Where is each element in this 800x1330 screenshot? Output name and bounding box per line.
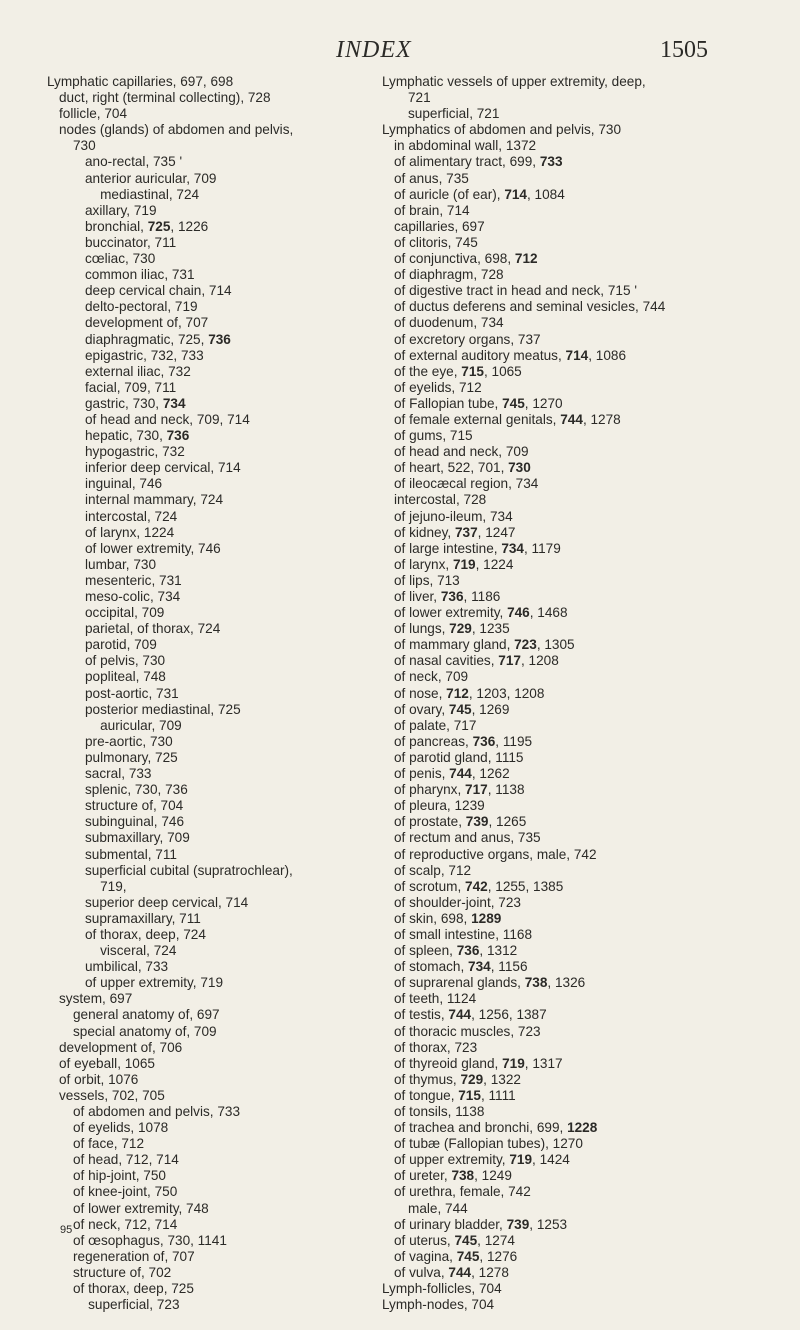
index-entry: of hip-joint, 750 — [73, 1168, 166, 1184]
index-entry: Lymph-follicles, 704 — [382, 1281, 502, 1297]
index-entry: diaphragmatic, 725, 736 — [85, 331, 231, 347]
index-entry: of parotid gland, 1115 — [394, 749, 524, 765]
index-entry: ano-rectal, 735 ' — [85, 154, 183, 170]
index-entry: 719, — [85, 878, 127, 894]
index-entry: of thyreoid gland, 719, 1317 — [394, 1055, 563, 1071]
index-entry: of upper extremity, 719 — [85, 975, 224, 991]
index-entry: of auricle (of ear), 714, 1084 — [394, 186, 565, 202]
index-entry: development of, 707 — [85, 315, 209, 331]
index-entry: post-aortic, 731 — [85, 685, 179, 701]
index-entry: of kidney, 737, 1247 — [394, 524, 516, 540]
index-entry: in abdominal wall, 1372 — [394, 138, 537, 154]
index-entry: of head and neck, 709 — [394, 444, 529, 460]
page-header — [0, 37, 800, 65]
index-column-right — [382, 74, 782, 1313]
page-number: 1505 — [660, 37, 708, 63]
index-entry: internal mammary, 724 — [85, 492, 224, 508]
index-entry: regeneration of, 707 — [73, 1248, 195, 1264]
index-entry: of scalp, 712 — [394, 862, 472, 878]
index-entry: of head and neck, 709, 714 — [85, 411, 250, 427]
index-entry: intercostal, 728 — [394, 492, 487, 508]
index-entry: common iliac, 731 — [85, 267, 195, 283]
index-entry: of urethra, female, 742 — [394, 1184, 531, 1200]
index-entry: of shoulder-joint, 723 — [394, 894, 521, 910]
index-entry: of nasal cavities, 717, 1208 — [394, 653, 559, 669]
index-entry: of nose, 712, 1203, 1208 — [394, 685, 545, 701]
index-entry: facial, 709, 711 — [85, 379, 177, 395]
index-entry: of head, 712, 714 — [73, 1152, 179, 1168]
index-entry: external iliac, 732 — [85, 363, 191, 379]
index-entry: of anus, 735 — [394, 170, 469, 186]
index-entry: buccinator, 711 — [85, 234, 177, 250]
index-entry: of upper extremity, 719, 1424 — [394, 1152, 570, 1168]
index-column-left — [47, 74, 387, 1313]
index-entry: of testis, 744, 1256, 1387 — [394, 1007, 547, 1023]
index-entry: of ductus deferens and seminal vesicles, 744 — [394, 299, 666, 315]
index-entry: of abdomen and pelvis, 733 — [73, 1104, 241, 1119]
running-title: INDEX — [336, 37, 412, 63]
index-entry: of eyelids, 1078 — [73, 1120, 169, 1136]
index-entry: bronchial, 725, 1226 — [85, 218, 209, 234]
index-entry: intercostal, 724 — [85, 508, 178, 524]
index-entry: subinguinal, 746 — [85, 814, 185, 830]
index-entry: of ovary, 745, 1269 — [394, 701, 510, 717]
index-entry: axillary, 719 — [85, 202, 157, 218]
index-entry: of knee-joint, 750 — [73, 1184, 178, 1200]
index-entry: of face, 712 — [73, 1136, 145, 1152]
index-entry: of ureter, 738, 1249 — [394, 1168, 512, 1184]
index-entry: of lower extremity, 748 — [73, 1200, 209, 1216]
index-entry: Lymphatics of abdomen and pelvis, 730 — [382, 122, 622, 138]
index-entry: of suprarenal glands, 738, 1326 — [394, 975, 586, 991]
index-entry: of eyelids, 712 — [394, 379, 482, 395]
index-entry: of eyeball, 1065 — [59, 1055, 155, 1071]
signature-mark: 95 — [60, 1224, 73, 1236]
index-entry: of neck, 712, 714 — [73, 1216, 178, 1232]
index-entry: of palate, 717 — [394, 717, 477, 733]
index-entry: superficial, 721 — [408, 106, 500, 122]
index-entry: hypogastric, 732 — [85, 444, 185, 460]
index-entry: lumbar, 730 — [85, 556, 157, 572]
index-entry: of digestive tract in head and neck, 715 ' — [394, 283, 637, 299]
index-entry: of heart, 522, 701, 730 — [394, 460, 531, 476]
index-entry: of excretory organs, 737 — [394, 331, 541, 347]
index-entry: duct, right (terminal collecting), 728 — [59, 90, 271, 106]
index-entry: of thoracic muscles, 723 — [394, 1023, 541, 1039]
index-entry: of stomach, 734, 1156 — [394, 959, 528, 975]
index-entry: mediastinal, 724 — [85, 186, 200, 202]
index-entry: of rectum and anus, 735 — [394, 830, 541, 846]
index-entry: of larynx, 719, 1224 — [394, 556, 514, 572]
index-entry: of trachea and bronchi, 699, 1228 — [394, 1120, 598, 1136]
index-entry: parotid, 709 — [85, 637, 157, 653]
index-entry: of mammary gland, 723, 1305 — [394, 637, 575, 653]
index-entry: of large intestine, 734, 1179 — [394, 540, 561, 556]
index-entry: of thymus, 729, 1322 — [394, 1071, 521, 1087]
index-entry: superficial, 723 — [73, 1297, 180, 1313]
index-entry: of œsophagus, 730, 1141 — [73, 1232, 227, 1248]
index-entry: pulmonary, 725 — [85, 749, 178, 765]
index-entry: capillaries, 697 — [394, 218, 485, 234]
index-entry: of thorax, deep, 724 — [85, 926, 206, 942]
index-entry: development of, 706 — [59, 1039, 183, 1055]
index-entry: occipital, 709 — [85, 605, 165, 621]
index-entry: of uterus, 745, 1274 — [394, 1232, 515, 1248]
index-entry: supramaxillary, 711 — [85, 910, 201, 926]
index-entry: umbilical, 733 — [85, 959, 169, 975]
index-entry: hepatic, 730, 736 — [85, 428, 190, 444]
index-entry: Lymph-nodes, 704 — [382, 1297, 495, 1313]
index-entry: parietal, of thorax, 724 — [85, 621, 221, 637]
index-entry: of vulva, 744, 1278 — [394, 1264, 509, 1280]
index-entry: of pharynx, 717, 1138 — [394, 782, 525, 798]
index-entry: of lungs, 729, 1235 — [394, 621, 510, 637]
index-entry: of the eye, 715, 1065 — [394, 363, 522, 379]
index-entry: of pelvis, 730 — [85, 653, 166, 669]
index-entry: of brain, 714 — [394, 202, 470, 218]
index-entry: splenic, 730, 736 — [85, 782, 188, 798]
index-entry: of spleen, 736, 1312 — [394, 943, 518, 959]
index-entry: anterior auricular, 709 — [85, 170, 217, 186]
index-entry: of jejuno-ileum, 734 — [394, 508, 513, 524]
index-entry: posterior mediastinal, 725 — [85, 701, 241, 717]
index-entry: pre-aortic, 730 — [85, 733, 173, 749]
index-entry: of female external genitals, 744, 1278 — [394, 411, 621, 427]
index-entry: of external auditory meatus, 714, 1086 — [394, 347, 627, 363]
index-entry: general anatomy of, 697 — [73, 1007, 220, 1023]
index-entry: of diaphragm, 728 — [394, 267, 504, 283]
index-entry: of neck, 709 — [394, 669, 469, 685]
index-entry: of urinary bladder, 739, 1253 — [394, 1216, 568, 1232]
index-entry: visceral, 724 — [85, 943, 177, 959]
index-entry: of lower extremity, 746, 1468 — [394, 605, 568, 621]
index-entry: of tubæ (Fallopian tubes), 1270 — [394, 1136, 583, 1152]
index-entry: of liver, 736, 1186 — [394, 589, 501, 604]
index-entry: male, 744 — [408, 1200, 468, 1216]
index-entry: of orbit, 1076 — [59, 1071, 139, 1087]
index-entry: superficial cubital (supratrochlear), — [85, 862, 293, 878]
index-entry: of teeth, 1124 — [394, 991, 477, 1007]
index-entry: follicle, 704 — [59, 106, 128, 122]
index-entry: inferior deep cervical, 714 — [85, 460, 241, 476]
index-entry: submaxillary, 709 — [85, 830, 190, 846]
index-entry: gastric, 730, 734 — [85, 395, 186, 411]
index-entry: inguinal, 746 — [85, 476, 163, 492]
index-entry: of gums, 715 — [394, 428, 473, 444]
index-entry: of tonsils, 1138 — [394, 1104, 485, 1119]
index-entry: superior deep cervical, 714 — [85, 894, 249, 910]
index-entry: of vagina, 745, 1276 — [394, 1248, 518, 1264]
index-entry: delto-pectoral, 719 — [85, 299, 198, 315]
index-entry: mesenteric, 731 — [85, 572, 182, 588]
index-entry: sacral, 733 — [85, 766, 152, 782]
index-entry: of alimentary tract, 699, 733 — [394, 154, 563, 170]
index-entry: submental, 711 — [85, 846, 177, 862]
index-entry: structure of, 702 — [73, 1264, 172, 1280]
index-entry: vessels, 702, 705 — [59, 1087, 165, 1103]
index-entry: of reproductive organs, male, 742 — [394, 846, 597, 862]
index-entry: of penis, 744, 1262 — [394, 766, 510, 782]
index-entry: of conjunctiva, 698, 712 — [394, 251, 538, 267]
index-entry: of skin, 698, 1289 — [394, 910, 502, 926]
index-entry: of lower extremity, 746 — [85, 540, 221, 556]
index-entry: of tongue, 715, 1111 — [394, 1087, 516, 1103]
index-entry: popliteal, 748 — [85, 669, 166, 685]
index-entry: 730 — [73, 138, 96, 154]
index-entry: of larynx, 1224 — [85, 524, 175, 540]
index-entry: of prostate, 739, 1265 — [394, 814, 527, 830]
index-entry: Lymphatic capillaries, 697, 698 — [47, 74, 234, 89]
index-entry: structure of, 704 — [85, 798, 184, 814]
index-entry: of thorax, deep, 725 — [73, 1281, 194, 1297]
index-entry: nodes (glands) of abdomen and pelvis, — [59, 122, 294, 138]
index-entry: of pancreas, 736, 1195 — [394, 733, 533, 749]
index-entry: of small intestine, 1168 — [394, 926, 533, 942]
index-entry: of scrotum, 742, 1255, 1385 — [394, 878, 564, 894]
index-entry: of clitoris, 745 — [394, 234, 478, 250]
index-entry: Lymphatic vessels of upper extremity, deep, — [382, 74, 646, 89]
index-entry: of pleura, 1239 — [394, 798, 485, 814]
index-entry: system, 697 — [59, 991, 133, 1007]
index-entry: of lips, 713 — [394, 572, 460, 588]
index-entry: of duodenum, 734 — [394, 315, 504, 331]
index-entry: epigastric, 732, 733 — [85, 347, 204, 363]
index-entry: meso-colic, 734 — [85, 589, 181, 604]
index-entry: of thorax, 723 — [394, 1039, 478, 1055]
index-entry: deep cervical chain, 714 — [85, 283, 232, 299]
index-entry: special anatomy of, 709 — [73, 1023, 217, 1039]
index-entry: cœliac, 730 — [85, 251, 156, 267]
index-entry: 721 — [408, 90, 431, 106]
index-entry: of ileocæcal region, 734 — [394, 476, 539, 492]
index-entry: of Fallopian tube, 745, 1270 — [394, 395, 563, 411]
index-entry: auricular, 709 — [85, 717, 182, 733]
